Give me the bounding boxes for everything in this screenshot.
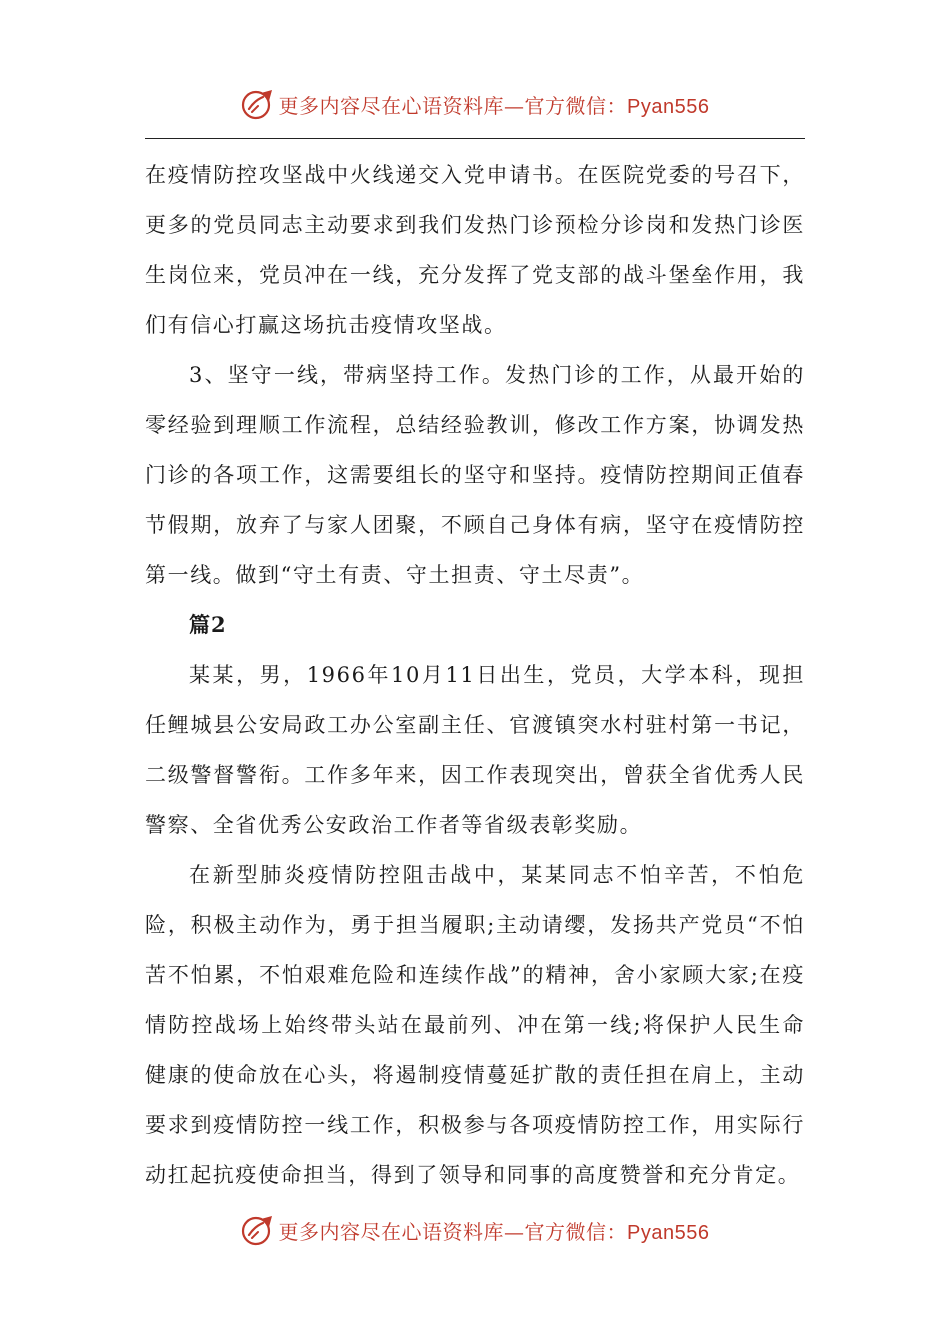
body-paragraph: 3、坚守一线，带病坚持工作。发热门诊的工作，从最开始的零经验到理顺工作流程，总结经验教训，修改工作方案，协调发热门诊的各项工作，这需要组长的坚守和坚持。疫情防控期间正值春节假期，放弃了与家人团聚，不顾自己身体有病，坚守在疫情防控第一线。做到“守土有责、守土担责、守土尽责”。 <box>145 363 805 587</box>
body-paragraph: 某某，男，1966年10月11日出生，党员，大学本科，现担任鲤城县公安局政工办公室副主任、官渡镇突水村驻村第一书记，二级警督警衔。工作多年来，因工作表现突出，曾获全省优秀人民警察、全省优秀公安政治工作者等省级表彰奖励。 <box>145 663 805 837</box>
pen-logo-icon <box>241 1213 275 1247</box>
body-paragraph: 在疫情防控攻坚战中火线递交入党申请书。在医院党委的号召下，更多的党员同志主动要求到我们发热门诊预检分诊岗和发热门诊医生岗位来，党员冲在一线，充分发挥了党支部的战斗堡垒作用，我们有信心打赢这场抗击疫情攻坚战。 <box>145 163 805 337</box>
header-divider <box>145 138 805 139</box>
header-banner-text: 更多内容尽在心语资料库—官方微信：Pyan556 <box>278 93 710 118</box>
pen-logo-icon <box>241 87 275 121</box>
footer-banner <box>0 1210 950 1250</box>
document-body <box>145 150 805 1200</box>
header-wechat-id: Pyan556 <box>627 95 710 118</box>
section-heading: 篇2 <box>189 612 227 637</box>
footer-banner-text: 更多内容尽在心语资料库—官方微信：Pyan556 <box>278 1219 710 1244</box>
body-paragraph: 在新型肺炎疫情防控阻击战中，某某同志不怕辛苦，不怕危险，积极主动作为，勇于担当履职;主动请缨，发扬共产党员“不怕苦不怕累，不怕艰难危险和连续作战”的精神，舍小家顾大家;在疫情防控战场上始终带头站在最前列、冲在第一线;将保护人民生命健康的使命放在心头，将遏制疫情蔓延扩散的责任担在肩上，主动要求到疫情防控一线工作，积极参与各项疫情防控工作，用实际行动扛起抗疫使命担当，得到了领导和同事的高度赞誉和充分肯定。 <box>145 863 805 1187</box>
header-banner <box>0 84 950 124</box>
footer-wechat-id: Pyan556 <box>627 1221 710 1244</box>
